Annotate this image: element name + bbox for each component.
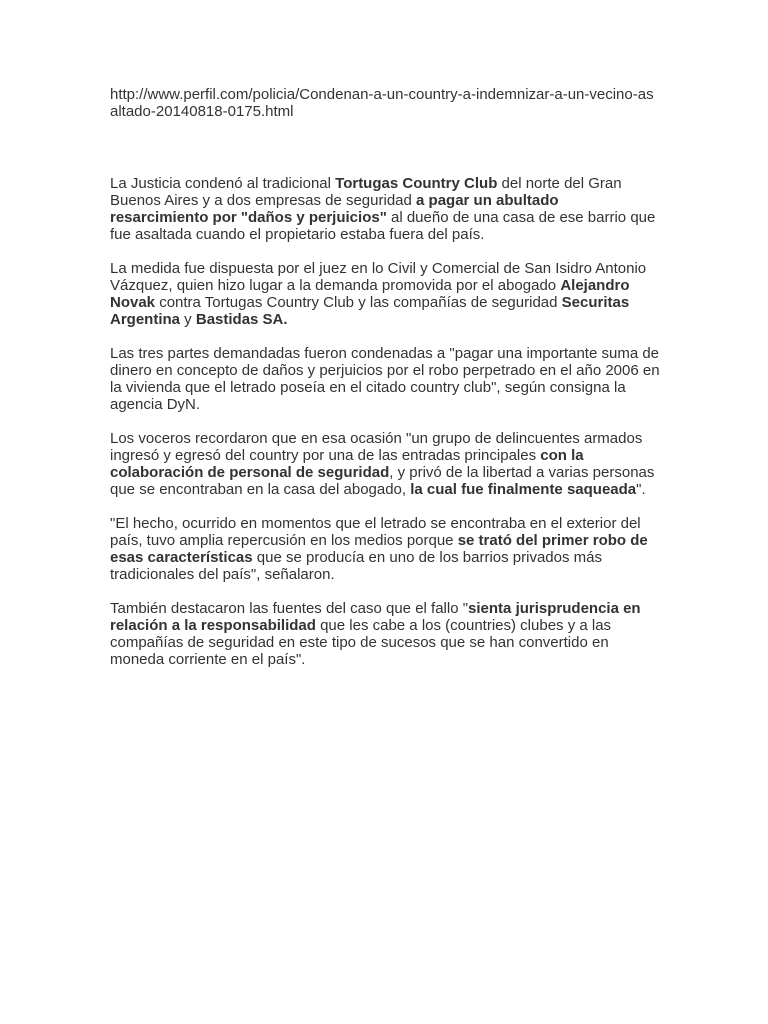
text-run: ". [636,481,646,498]
text-run: al dueño de una casa de ese barrio que fue asaltada cuando el propietario estaba fuera del país. [110,209,656,243]
text-run: contra Tortugas Country Club y las compañías de seguridad [155,294,562,311]
bold-text: con la colaboración de personal de seguridad [110,447,584,481]
bold-text: Alejandro Novak [110,277,630,311]
article-paragraph [110,260,660,328]
bold-text: se trató del primer robo de esas características [110,532,648,566]
text-run: Los voceros recordaron que en esa ocasión "un grupo de delincuentes armados ingresó y egresó del country por una de las entradas principales [110,430,643,464]
article-paragraph [110,430,660,498]
article-paragraph [110,515,660,583]
bold-text: a pagar un abultado resarcimiento por "daños y perjuicios" [110,192,559,226]
bold-text: Bastidas SA. [195,311,288,328]
text-run: También destacaron las fuentes del caso que el fallo " [110,600,469,617]
article-paragraph [110,600,660,668]
bold-text: Tortugas Country Club [335,175,498,192]
document-page [110,86,660,685]
bold-text: Securitas Argentina [110,294,630,328]
text-run: del norte del Gran Buenos Aires y a dos empresas de seguridad [110,175,622,209]
article-body [110,175,660,668]
text-run: "El hecho, ocurrido en momentos que el letrado se encontraba en el exterior del país, tuvo amplia repercusión en los medios porque [110,515,641,549]
article-paragraph [110,175,660,243]
text-run: y [180,311,196,328]
bold-text: sienta jurisprudencia en relación a la responsabilidad [110,600,641,634]
article-paragraph [110,345,660,413]
text-run: , y privó de la libertad a varias personas que se encontraban en la casa del abogado, [110,464,655,498]
bold-text: la cual fue finalmente saqueada [410,481,637,498]
text-run: La medida fue dispuesta por el juez en lo Civil y Comercial de San Isidro Antonio Vázquez, quien hizo lugar a la demanda promovida por el abogado [110,260,647,294]
source-url: http://www.perfil.com/policia/Condenan-a-un-country-a-indemnizar-a-un-vecino-asaltado-20140818-0175.html [110,86,654,120]
text-run: Las tres partes demandadas fueron condenadas a "pagar una importante suma de dinero en concepto de daños y perjuicios por el robo perpetrado en el año 2006 en la vivienda que el letrado poseía en el citado country club", según consigna la agencia DyN. [110,345,660,413]
text-run: que se producía en uno de los barrios privados más tradicionales del país", señalaron. [110,549,602,583]
text-run: que les cabe a los (countries) clubes y a las compañías de seguridad en este tipo de sucesos que se han convertido en moneda corriente en el país". [110,617,612,668]
text-run: La Justicia condenó al tradicional [110,175,336,192]
